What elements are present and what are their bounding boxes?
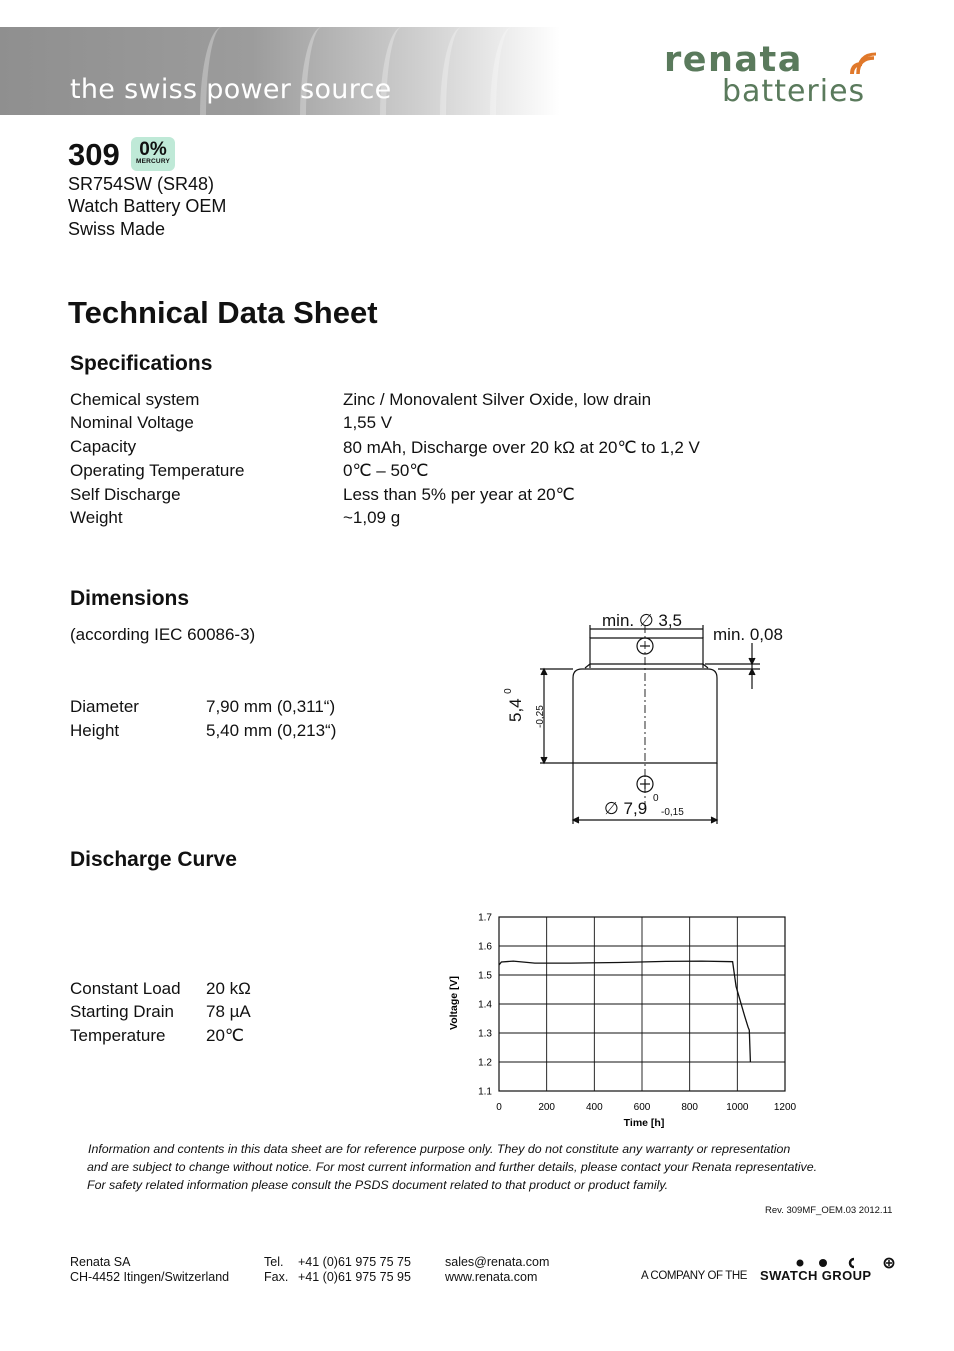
discharge-value: 20 kΩ: [206, 979, 251, 998]
x-tick-label: 1000: [726, 1102, 749, 1113]
revision-note: Rev. 309MF_OEM.03 2012.11: [765, 1205, 893, 1216]
height-tolerance-bottom: -0,25: [535, 705, 546, 728]
spec-label: Weight: [70, 508, 123, 527]
chart-y-axis-label: Voltage [V]: [448, 975, 460, 1031]
badge-label: MERCURY: [135, 158, 171, 165]
spec-value: 80 mAh, Discharge over 20 kΩ at 20℃ to 1,2 V: [343, 438, 700, 457]
discharge-value: 20℃: [206, 1026, 245, 1045]
footer-tel-label: Tel.: [264, 1255, 284, 1269]
y-tick-label: 1.7: [478, 912, 492, 924]
discharge-label: Temperature: [70, 1026, 166, 1045]
disclaimer-line: and are subject to change without notice. For most current information and further details, please contact your Renata representative.: [87, 1160, 818, 1174]
y-tick-label: 1.4: [478, 999, 492, 1011]
specifications-heading: Specifications: [70, 352, 213, 375]
logo-batteries-text: batteries: [722, 74, 866, 109]
discharge-curve-line: [499, 961, 750, 1062]
banner-stripe: [440, 27, 484, 115]
chart-ticks: [478, 913, 796, 1114]
bottom-diameter-label: [604, 799, 647, 819]
diameter-main-value: ∅ 7,9: [604, 799, 648, 818]
document-title: Technical Data Sheet: [68, 295, 378, 330]
footer-group-prefix: A COMPANY OF THE: [641, 1270, 748, 1282]
tagline: the swiss power source: [70, 74, 392, 105]
spec-value: ~1,09 g: [343, 508, 401, 527]
product-origin: Swiss Made: [68, 219, 166, 239]
x-tick-label: 600: [633, 1102, 651, 1113]
discharge-label: Starting Drain: [70, 1002, 174, 1021]
spec-value: 0℃ – 50℃: [343, 461, 429, 480]
mercury-free-badge: [131, 137, 175, 171]
y-tick-label: 1.5: [478, 970, 492, 982]
banner-stripe: [490, 27, 534, 115]
dimension-label: Height: [70, 721, 120, 740]
product-designation: SR754SW (SR48): [68, 174, 215, 194]
y-tick-label: 1.3: [478, 1028, 492, 1040]
footer-address: CH-4452 Itingen/Switzerland: [70, 1270, 230, 1284]
top-min-diameter-label: min. ∅ 3,5: [602, 611, 683, 630]
height-tolerance-top: 0: [503, 688, 514, 694]
x-tick-label: 400: [585, 1102, 603, 1113]
x-tick-label: 800: [681, 1102, 699, 1113]
spec-label: Self Discharge: [70, 485, 181, 504]
disclaimer-line: For safety related information please consult the PSDS document related to that product or product family.: [87, 1178, 669, 1192]
footer-tel: +41 (0)61 975 75 75: [298, 1255, 411, 1269]
product-model: 309: [68, 137, 120, 172]
footer-fax-label: Fax.: [264, 1270, 289, 1284]
spec-label: Operating Temperature: [70, 461, 245, 480]
spec-label: Nominal Voltage: [70, 413, 194, 432]
footer-company: Renata SA: [70, 1255, 131, 1269]
gap-min-label: min. 0,08: [713, 625, 783, 644]
spec-value: Zinc / Monovalent Silver Oxide, low drain: [343, 390, 652, 409]
disclaimer-line: Information and contents in this data sheet are for reference purpose only. They do not constitute any warranty or representation: [88, 1142, 791, 1156]
spec-label: Capacity: [70, 437, 137, 456]
discharge-value: 78 µA: [206, 1002, 251, 1021]
diameter-tolerance-bottom: -0,15: [661, 807, 684, 818]
height-label-rotated: [503, 662, 546, 728]
cap-shoulder: [585, 664, 708, 668]
badge-percent: 0%: [139, 139, 167, 160]
dimension-label: Diameter: [70, 697, 139, 716]
logo-renata-text: renata: [664, 40, 803, 80]
diameter-tolerance-top: 0: [653, 793, 659, 804]
spec-label: Chemical system: [70, 390, 200, 409]
chart-grid: [499, 917, 785, 1091]
x-tick-label: 200: [538, 1102, 556, 1113]
footer-web-link[interactable]: www.renata.com: [445, 1270, 538, 1284]
dimensions-heading: Dimensions: [70, 587, 190, 610]
discharge-curve-heading: Discharge Curve: [70, 848, 237, 871]
x-tick-label: 1200: [773, 1102, 797, 1113]
dimensions-standard-note: (according IEC 60086-3): [70, 625, 256, 644]
footer-group-name: SWATCH GROUP: [760, 1268, 872, 1283]
dimension-value: 7,90 mm (0,311“): [206, 697, 336, 716]
footer-email-link[interactable]: sales@renata.com: [445, 1255, 550, 1269]
spec-value: 1,55 V: [343, 413, 393, 432]
dimension-value: 5,40 mm (0,213“): [206, 721, 337, 740]
y-tick-label: 1.6: [478, 941, 492, 953]
chart-x-axis-label: Time [h]: [623, 1117, 665, 1129]
footer-fax: +41 (0)61 975 75 95: [298, 1270, 411, 1284]
y-tick-label: 1.1: [478, 1086, 492, 1098]
y-tick-label: 1.2: [478, 1057, 492, 1069]
x-tick-label: 0: [496, 1102, 502, 1113]
height-main-value: 5,4: [506, 698, 525, 722]
discharge-label: Constant Load: [70, 979, 181, 998]
discharge-curve-chart: [440, 905, 810, 1135]
product-type: Watch Battery OEM: [68, 196, 227, 216]
spec-value: Less than 5% per year at 20℃: [343, 485, 575, 504]
